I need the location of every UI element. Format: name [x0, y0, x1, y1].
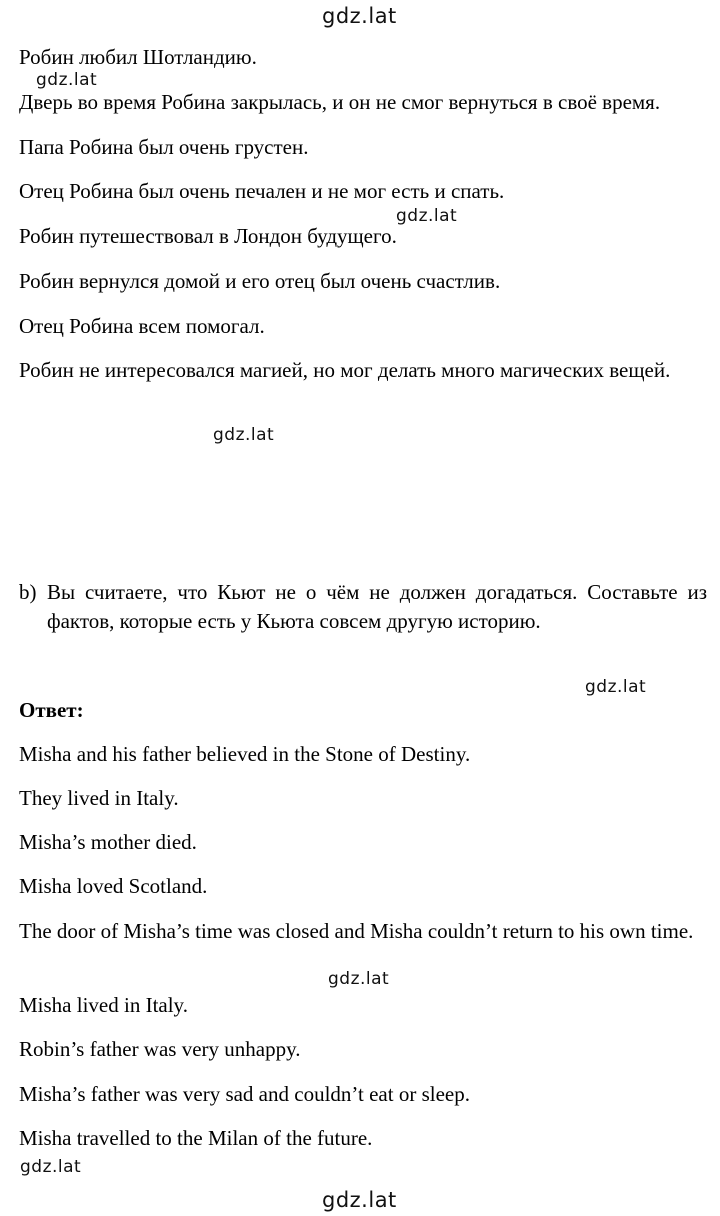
- russian-sentence: Робин путешествовал в Лондон будущего.: [19, 224, 397, 248]
- question-marker: b): [19, 580, 37, 604]
- english-sentence: Robin’s father was very unhappy.: [19, 1037, 301, 1061]
- watermark: gdz.lat: [328, 969, 390, 989]
- answer-label: Ответ:: [19, 698, 84, 722]
- english-sentence: Misha loved Scotland.: [19, 874, 208, 898]
- watermark: gdz.lat: [585, 677, 647, 697]
- russian-sentence: Робин не интересовался магией, но мог делать много магических вещей.: [19, 358, 671, 382]
- english-sentence: Misha lived in Italy.: [19, 993, 188, 1017]
- question-b: [19, 578, 707, 636]
- russian-sentence: Робин вернулся домой и его отец был очень счастлив.: [19, 269, 501, 293]
- english-sentence: They lived in Italy.: [19, 786, 179, 810]
- english-sentence: Misha travelled to the Milan of the future.: [19, 1126, 373, 1150]
- russian-sentence: Отец Робина был очень печален и не мог есть и спать.: [19, 179, 505, 203]
- question-text: Вы считаете, что Кьют не о чём не должен догадаться. Составьте из фактов, которые есть у Кьюта совсем другую историю.: [47, 580, 707, 633]
- watermark: gdz.lat: [213, 425, 275, 445]
- watermark: gdz.lat: [396, 206, 458, 226]
- russian-sentence: Робин любил Шотландию.: [19, 45, 257, 69]
- russian-sentence: Папа Робина был очень грустен.: [19, 135, 309, 159]
- watermark-top: gdz.lat: [322, 4, 397, 28]
- watermark: gdz.lat: [36, 70, 98, 90]
- watermark: gdz.lat: [20, 1157, 82, 1177]
- russian-sentence: Отец Робина всем помогал.: [19, 314, 265, 338]
- russian-sentence: Дверь во время Робина закрылась, и он не смог вернуться в своё время.: [19, 90, 661, 114]
- english-sentence: Misha and his father believed in the Stone of Destiny.: [19, 742, 471, 766]
- english-sentence: Misha’s mother died.: [19, 830, 197, 854]
- english-sentence: The door of Misha’s time was closed and Misha couldn’t return to his own time.: [19, 919, 694, 943]
- watermark-bottom: gdz.lat: [322, 1188, 397, 1212]
- english-sentence: Misha’s father was very sad and couldn’t eat or sleep.: [19, 1082, 470, 1106]
